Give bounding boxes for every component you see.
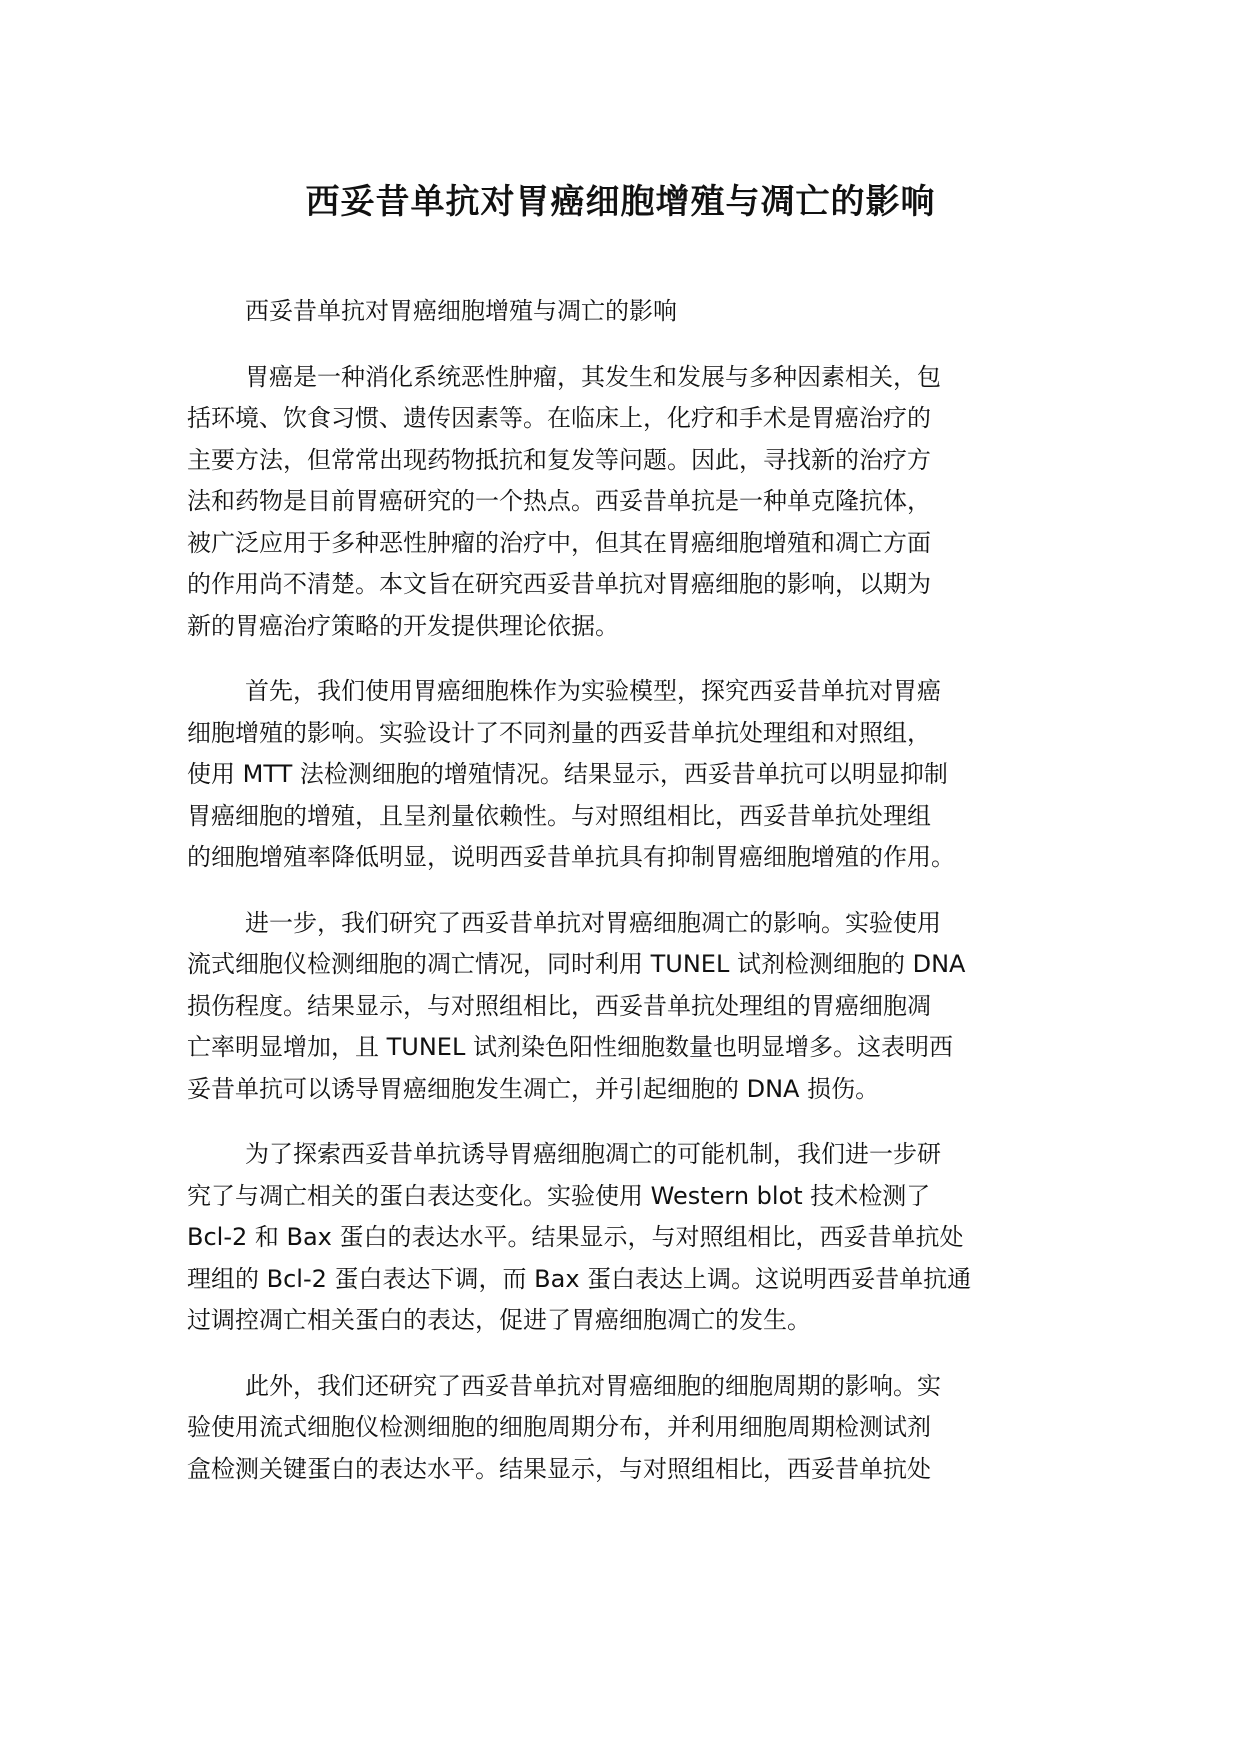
paragraph-line: 验使用流式细胞仪检测细胞的细胞周期分布，并利用细胞周期检测试剂	[187, 1413, 931, 1441]
paragraph-line: 首先，我们使用胃癌细胞株作为实验模型，探究西妥昔单抗对胃癌	[245, 677, 941, 705]
paragraph-line: 主要方法，但常常出现药物抵抗和复发等问题。因此，寻找新的治疗方	[187, 445, 931, 474]
paragraph-line: 使用 MTT 法检测细胞的增殖情况。结果显示，西妥昔单抗可以明显抑制	[187, 760, 948, 788]
paragraph-line: 被广泛应用于多种恶性肿瘤的治疗中，但其在胃癌细胞增殖和凋亡方面	[187, 528, 931, 557]
paragraph-line: 亡率明显增加，且 TUNEL 试剂染色阳性细胞数量也明显增多。这表明西	[187, 1033, 953, 1061]
paragraph-line: Bcl-2 和 Bax 蛋白的表达水平。结果显示，与对照组相比，西妥昔单抗处	[187, 1223, 964, 1251]
paragraph-line: 损伤程度。结果显示，与对照组相比，西妥昔单抗处理组的胃癌细胞凋	[187, 991, 931, 1020]
paragraph-line: 的作用尚不清楚。本文旨在研究西妥昔单抗对胃癌细胞的影响，以期为	[187, 570, 931, 598]
paragraph-line: 流式细胞仪检测细胞的凋亡情况，同时利用 TUNEL 试剂检测细胞的 DNA	[187, 950, 966, 978]
paragraph-line: 西妥昔单抗对胃癌细胞增殖与凋亡的影响	[245, 297, 677, 325]
paragraph-line: 此外，我们还研究了西妥昔单抗对胃癌细胞的细胞周期的影响。实	[245, 1371, 941, 1400]
paragraph-line: 胃癌细胞的增殖，且呈剂量依赖性。与对照组相比，西妥昔单抗处理组	[187, 801, 931, 830]
paragraph-line: 妥昔单抗可以诱导胃癌细胞发生凋亡，并引起细胞的 DNA 损伤。	[187, 1074, 880, 1103]
document-body	[187, 291, 1057, 1514]
paragraph-line: 盒检测关键蛋白的表达水平。结果显示，与对照组相比，西妥昔单抗处	[187, 1454, 931, 1483]
paragraph-line: 理组的 Bcl-2 蛋白表达下调，而 Bax 蛋白表达上调。这说明西妥昔单抗通	[187, 1264, 972, 1293]
paragraph-line: 为了探索西妥昔单抗诱导胃癌细胞凋亡的可能机制，我们进一步研	[245, 1140, 941, 1168]
paragraph-line: 究了与凋亡相关的蛋白表达变化。实验使用 Western blot 技术检测了	[187, 1181, 931, 1210]
paragraph-line: 括环境、饮食习惯、遗传因素等。在临床上，化疗和手术是胃癌治疗的	[187, 404, 931, 432]
document-title: 西妥昔单抗对胃癌细胞增殖与凋亡的影响	[305, 182, 936, 222]
paragraph-proliferation	[187, 671, 1057, 879]
paragraph-subtitle	[187, 291, 1057, 333]
paragraph-cell-cycle	[187, 1366, 1057, 1491]
paragraph-line: 的细胞增殖率降低明显，说明西妥昔单抗具有抑制胃癌细胞增殖的作用。	[187, 843, 955, 871]
paragraph-line: 过调控凋亡相关蛋白的表达，促进了胃癌细胞凋亡的发生。	[187, 1306, 811, 1334]
paragraph-line: 胃癌是一种消化系统恶性肿瘤，其发生和发展与多种因素相关，包	[245, 362, 941, 391]
paragraph-mechanism	[187, 1134, 1057, 1342]
paragraph-apoptosis	[187, 903, 1057, 1111]
paragraph-line: 进一步，我们研究了西妥昔单抗对胃癌细胞凋亡的影响。实验使用	[245, 908, 941, 937]
paragraph-intro	[187, 357, 1057, 648]
paragraph-line: 新的胃癌治疗策略的开发提供理论依据。	[187, 611, 619, 640]
paragraph-line: 细胞增殖的影响。实验设计了不同剂量的西妥昔单抗处理组和对照组，	[187, 718, 931, 747]
paragraph-line: 法和药物是目前胃癌研究的一个热点。西妥昔单抗是一种单克隆抗体，	[187, 487, 931, 515]
